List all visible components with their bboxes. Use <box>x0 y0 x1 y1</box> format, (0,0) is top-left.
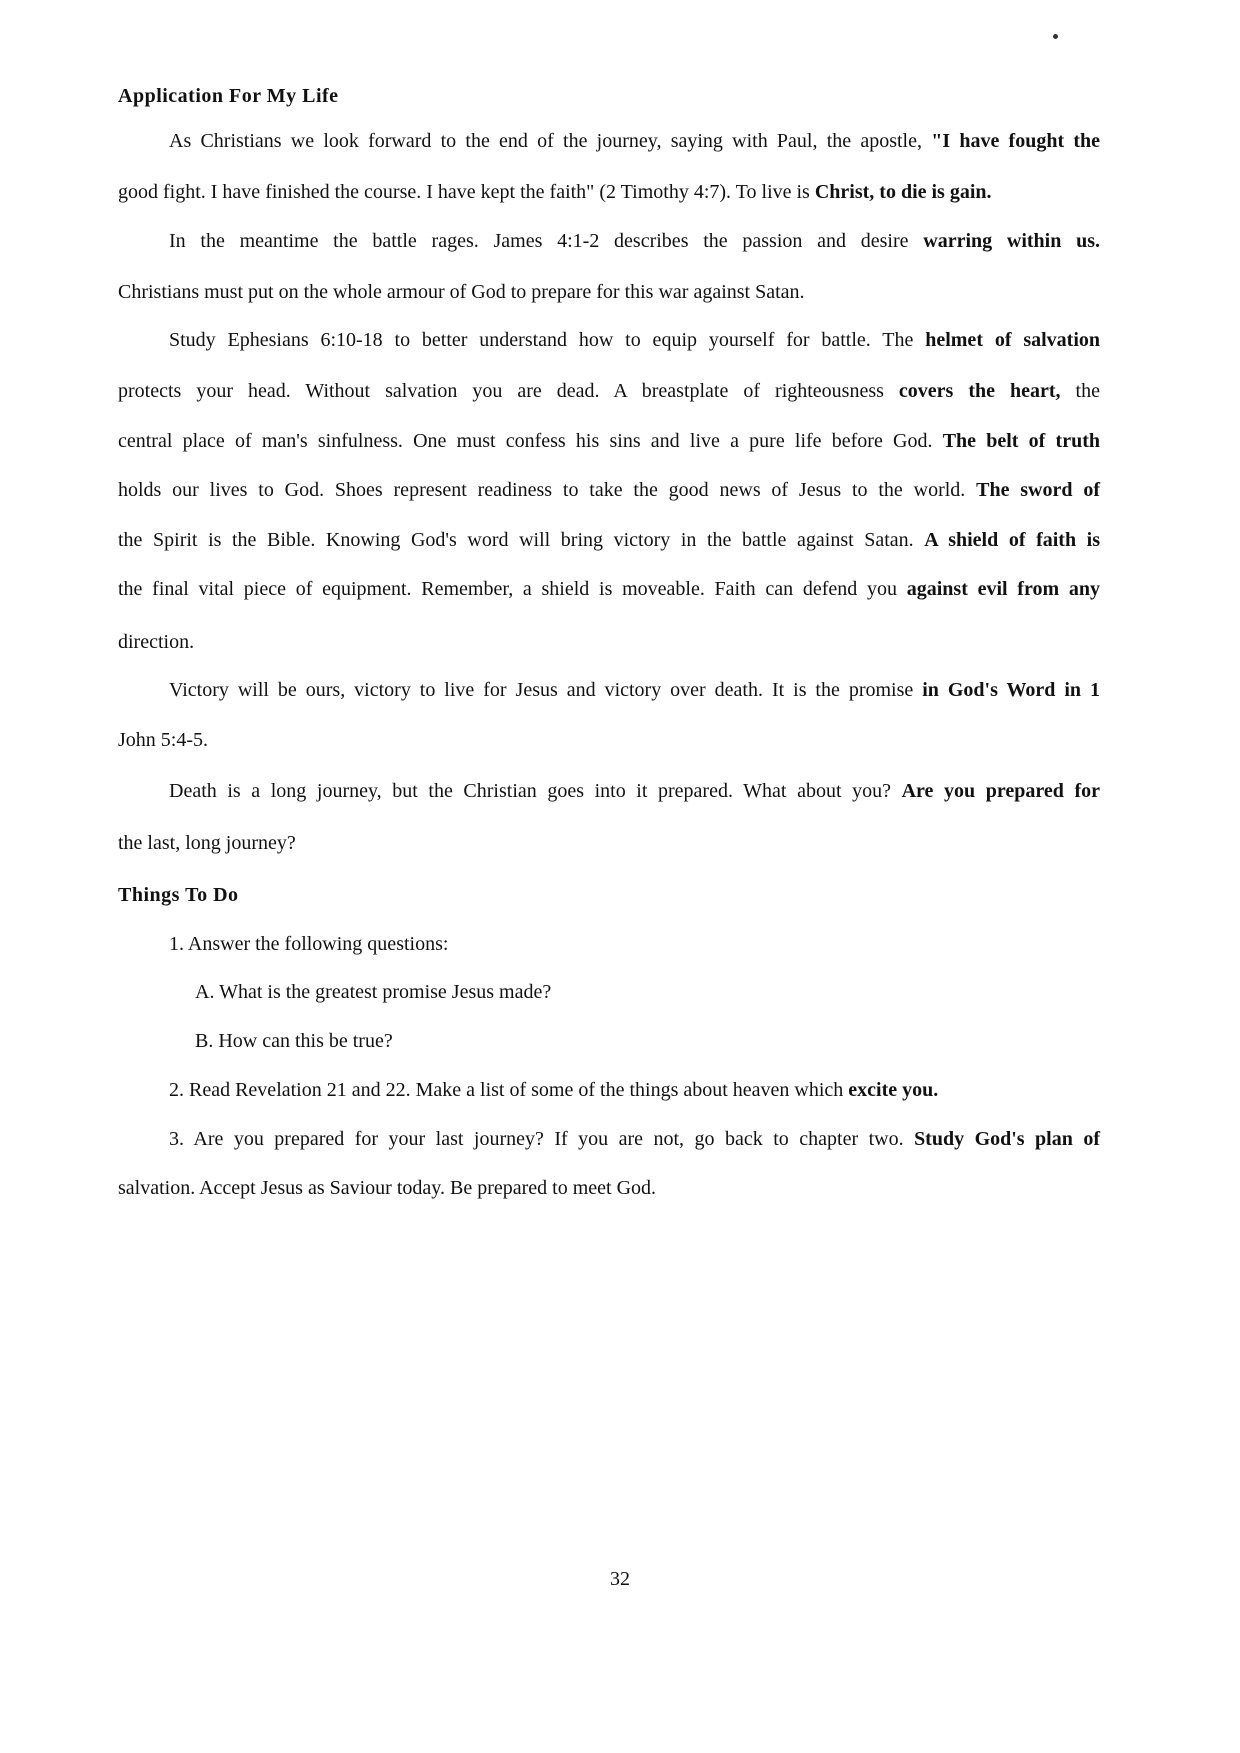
text-line <box>169 932 1100 956</box>
bold-text: Study God's plan of <box>914 1128 1100 1150</box>
text: the final vital piece of equipment. Remember, a shield is moveable. Faith can defend you <box>118 578 907 600</box>
section-heading <box>118 84 1100 108</box>
bold-text: "I have fought the <box>931 130 1100 152</box>
bold-text: Things To Do <box>118 884 239 906</box>
section-heading <box>118 883 1100 907</box>
bold-text: helmet of salvation <box>925 329 1100 351</box>
bold-text: A shield of faith is <box>924 529 1100 551</box>
text: B. How can this be true? <box>195 1030 393 1052</box>
text: A. What is the greatest promise Jesus made? <box>195 981 552 1003</box>
text: the <box>1060 380 1100 402</box>
text: 1. Answer the following questions: <box>169 933 449 955</box>
text: In the meantime the battle rages. James 4:1-2 describes the passion and desire <box>169 230 924 252</box>
text-line <box>195 1029 1100 1053</box>
text-line <box>169 779 1100 803</box>
text-line <box>169 328 1100 352</box>
text-line <box>118 429 1100 453</box>
text-line <box>118 1176 1100 1200</box>
text: Victory will be ours, victory to live for Jesus and victory over death. It is the promise <box>169 679 923 701</box>
bold-text: warring within us. <box>923 230 1101 252</box>
text: direction. <box>118 631 195 653</box>
bold-text: Are you prepared for <box>901 780 1100 802</box>
bold-text: in God's Word in 1 <box>922 679 1100 701</box>
text-line <box>118 630 1100 654</box>
text: protects your head. Without salvation you are dead. A breastplate of righteousness <box>118 380 899 402</box>
text-line <box>118 180 1100 204</box>
text-line <box>118 728 1100 752</box>
page-number: 32 <box>610 1568 630 1590</box>
text-line <box>195 980 1100 1004</box>
text: holds our lives to God. Shoes represent readiness to take the good news of Jesus to the world. <box>118 479 977 501</box>
text-line <box>169 1127 1100 1151</box>
text: central place of man's sinfulness. One must confess his sins and live a pure life before God. <box>118 430 943 452</box>
text-line <box>118 280 1100 304</box>
text: 3. Are you prepared for your last journey? If you are not, go back to chapter two. <box>169 1128 915 1150</box>
bold-text: excite you. <box>848 1079 939 1101</box>
bold-text: covers the heart, <box>898 380 1061 402</box>
text: good fight. I have finished the course. I have kept the faith" (2 Timothy 4:7). To live is <box>118 181 815 203</box>
text-line <box>118 379 1100 403</box>
text: the Spirit is the Bible. Knowing God's word will bring victory in the battle against Satan. <box>118 529 925 551</box>
bold-text: Christ, to die is gain. <box>814 181 992 203</box>
text-line <box>169 129 1100 153</box>
text-line <box>118 831 1100 855</box>
bold-text: The sword of <box>976 479 1100 501</box>
text: Study Ephesians 6:10-18 to better understand how to equip yourself for battle. The <box>169 329 926 351</box>
text: As Christians we look forward to the end of the journey, saying with Paul, the apostle, <box>169 130 932 152</box>
text: John 5:4-5. <box>118 729 208 751</box>
text: the last, long journey? <box>118 832 296 854</box>
text: Christians must put on the whole armour of God to prepare for this war against Satan. <box>118 281 805 303</box>
bold-text: Application For My Life <box>118 85 339 107</box>
text-line <box>169 1078 1100 1102</box>
bold-text: The belt of truth <box>942 430 1100 452</box>
text-line <box>118 528 1100 552</box>
bold-text: against evil from any <box>906 578 1100 600</box>
text-line <box>169 229 1100 253</box>
text: 2. Read Revelation 21 and 22. Make a list of some of the things about heaven which <box>169 1079 849 1101</box>
text: Death is a long journey, but the Christian goes into it prepared. What about you? <box>169 780 902 802</box>
text-line <box>118 577 1100 601</box>
text: salvation. Accept Jesus as Saviour today. Be prepared to meet God. <box>118 1177 657 1199</box>
text-line <box>169 678 1100 702</box>
scan-speck <box>1053 34 1058 39</box>
text-line <box>118 478 1100 502</box>
